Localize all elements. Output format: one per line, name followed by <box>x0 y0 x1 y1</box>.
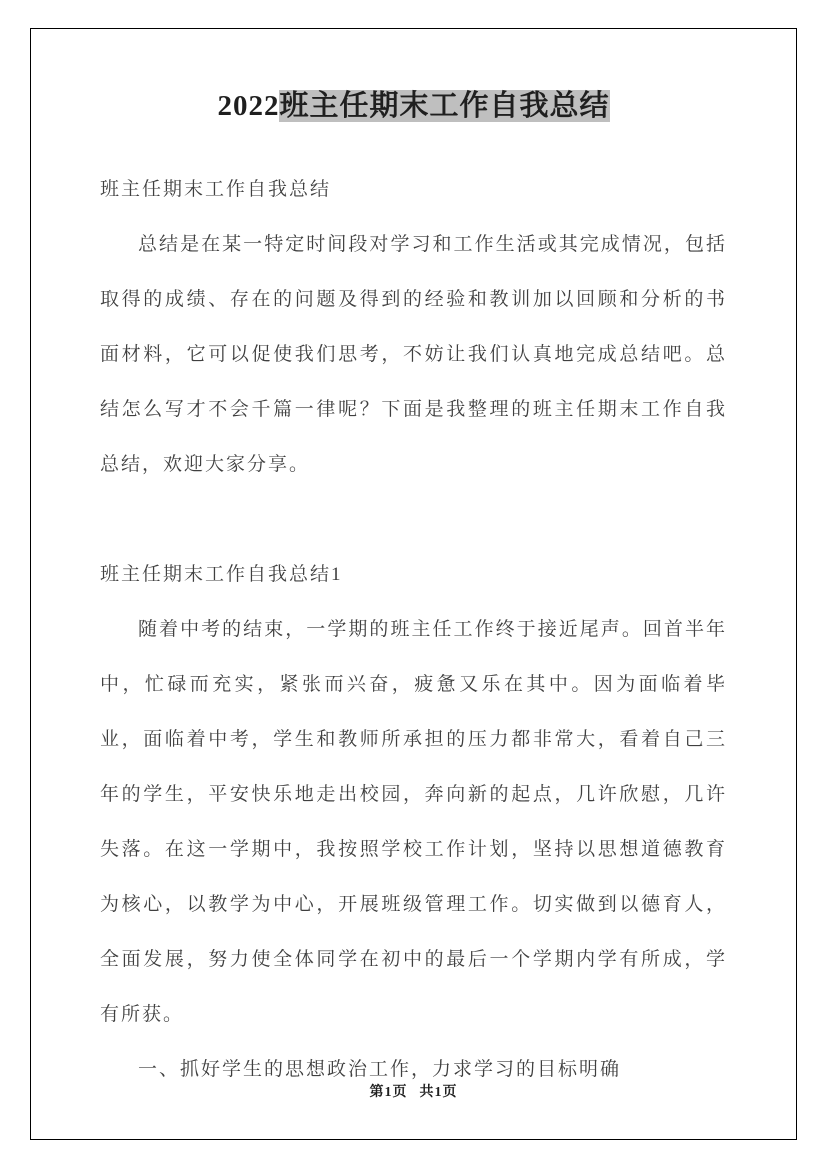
document-title <box>100 86 727 127</box>
page-border <box>30 28 797 1140</box>
document-page <box>31 29 796 1139</box>
paragraph <box>100 492 727 547</box>
paragraph: 总结是在某一特定时间段对学习和工作生活或其完成情况，包括取得的成绩、存在的问题及得到的经验和教训加以回顾和分析的书面材料，它可以促使我们思考，不妨让我们认真地完成总结吧。总结怎么写才不会千篇一律呢？下面是我整理的班主任期末工作自我总结，欢迎大家分享。 <box>100 233 727 475</box>
page-footer <box>31 1081 796 1101</box>
paragraph: 随着中考的结束，一学期的班主任工作终于接近尾声。回首半年中，忙碌而充实，紧张而兴奋，疲惫又乐在其中。因为面临着毕业，面临着中考，学生和教师所承担的压力都非常大，看着自己三年的学生，平安快乐地走出校园，奔向新的起点，几许欣慰，几许失落。在这一学期中，我按照学校工作计划，坚持以思想道德教育为核心，以教学为中心，开展班级管理工作。切实做到以德育人，全面发展，努力使全体同学在初中的最后一个学期内学有所成，学有所获。 <box>100 618 727 1025</box>
page-number-total: 共1页 <box>419 1085 458 1100</box>
document-body <box>100 162 727 1097</box>
paragraph: 班主任期末工作自我总结1 <box>100 563 343 585</box>
title-year-text: 2022 <box>217 90 280 122</box>
paragraph: 班主任期末工作自我总结 <box>100 178 332 200</box>
page-number-current: 第1页 <box>369 1085 408 1100</box>
title-highlighted-text: 班主任期末工作自我总结 <box>279 90 610 122</box>
paragraph: 一、抓好学生的思想政治工作，力求学习的目标明确 <box>138 1058 622 1080</box>
